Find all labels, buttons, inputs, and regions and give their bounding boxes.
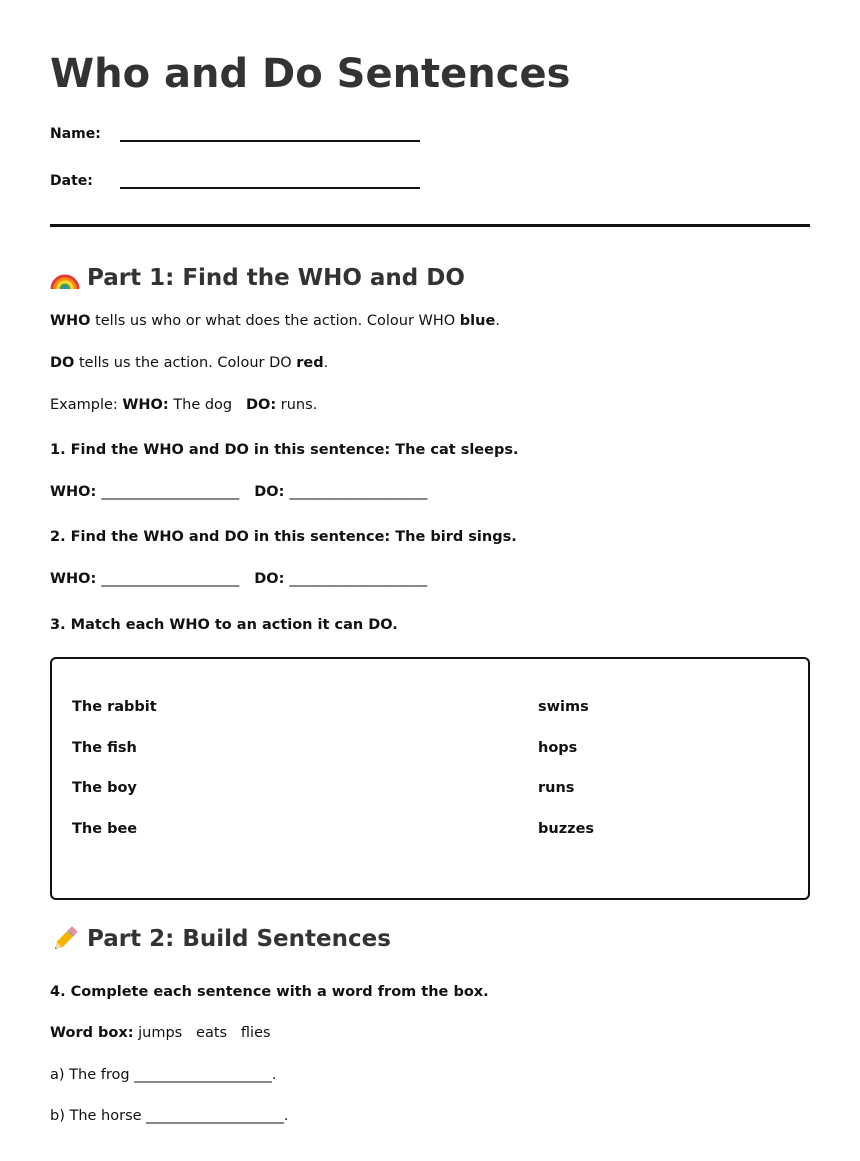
- question-4: 4. Complete each sentence with a word from the box.: [50, 984, 489, 1000]
- answer-1-do-blank[interactable]: ___________________: [289, 484, 428, 500]
- part2-heading: [50, 924, 810, 954]
- who-intro-color: blue: [459, 313, 496, 329]
- header-divider: [50, 224, 810, 227]
- answer-2-who-label: WHO:: [50, 571, 97, 587]
- example-prefix: Example:: [50, 397, 123, 413]
- date-field: [50, 165, 810, 189]
- example-who-value: The dog: [168, 397, 237, 413]
- do-intro: [50, 353, 810, 373]
- match-who-item[interactable]: The fish: [72, 739, 137, 756]
- sentence-b[interactable]: b) The horse ___________________.: [50, 1108, 289, 1124]
- who-intro: [50, 311, 810, 331]
- answer-2: [50, 569, 810, 589]
- match-do-item[interactable]: runs: [538, 780, 575, 796]
- answer-2-do-label: DO:: [254, 571, 285, 587]
- do-intro-keyword: DO: [50, 355, 75, 371]
- answer-2-do-blank[interactable]: ___________________: [289, 571, 428, 587]
- match-who-item[interactable]: The bee: [72, 820, 138, 837]
- answer-1-who-label: WHO:: [50, 484, 97, 500]
- word-box-label: Word box:: [50, 1025, 134, 1041]
- question-3: 3. Match each WHO to an action it can DO.: [50, 617, 398, 633]
- name-label: Name:: [50, 126, 101, 142]
- name-line: [120, 122, 420, 142]
- match-do-item[interactable]: buzzes: [538, 820, 595, 837]
- word-box: [50, 1023, 810, 1043]
- answer-1-do-label: DO:: [254, 484, 285, 500]
- answer-1-who-blank[interactable]: ___________________: [101, 484, 240, 500]
- question-2: 2. Find the WHO and DO in this sentence: The bird sings.: [50, 529, 517, 545]
- rainbow-icon: [50, 263, 80, 293]
- who-intro-text: tells us who or what does the action. Colour WHO: [90, 313, 460, 329]
- question-1: 1. Find the WHO and DO in this sentence: The cat sleeps.: [50, 442, 519, 458]
- part1-heading: [50, 263, 810, 293]
- who-intro-keyword: WHO: [50, 313, 91, 329]
- date-line: [120, 169, 420, 189]
- answer-2-who-blank[interactable]: ___________________: [101, 571, 240, 587]
- match-who-item[interactable]: The boy: [72, 780, 137, 796]
- do-intro-color: red: [296, 355, 324, 371]
- match-who-column: [72, 697, 157, 859]
- example-do-value: runs.: [276, 397, 318, 413]
- pencil-icon: [50, 924, 80, 954]
- date-label: Date:: [50, 173, 93, 189]
- do-intro-text: tells us the action. Colour DO: [74, 355, 297, 371]
- example-line: [50, 395, 810, 415]
- match-do-column: [538, 697, 594, 859]
- sentence-a[interactable]: a) The frog ___________________.: [50, 1067, 277, 1083]
- example-do-label: DO:: [245, 397, 277, 413]
- do-intro-end: .: [323, 355, 329, 371]
- example-who-label: WHO:: [122, 397, 169, 413]
- match-do-item[interactable]: swims: [538, 699, 589, 715]
- part1-title: Part 1: Find the WHO and DO: [87, 265, 465, 291]
- match-do-item[interactable]: hops: [538, 739, 578, 756]
- match-who-item[interactable]: The rabbit: [72, 699, 157, 715]
- name-field: [50, 118, 810, 142]
- page-title: Who and Do Sentences: [50, 51, 571, 97]
- answer-1: [50, 482, 810, 502]
- word-box-words: jumps eats flies: [133, 1025, 271, 1041]
- who-intro-end: .: [495, 313, 500, 329]
- match-box: [50, 657, 810, 900]
- part2-title: Part 2: Build Sentences: [87, 926, 391, 952]
